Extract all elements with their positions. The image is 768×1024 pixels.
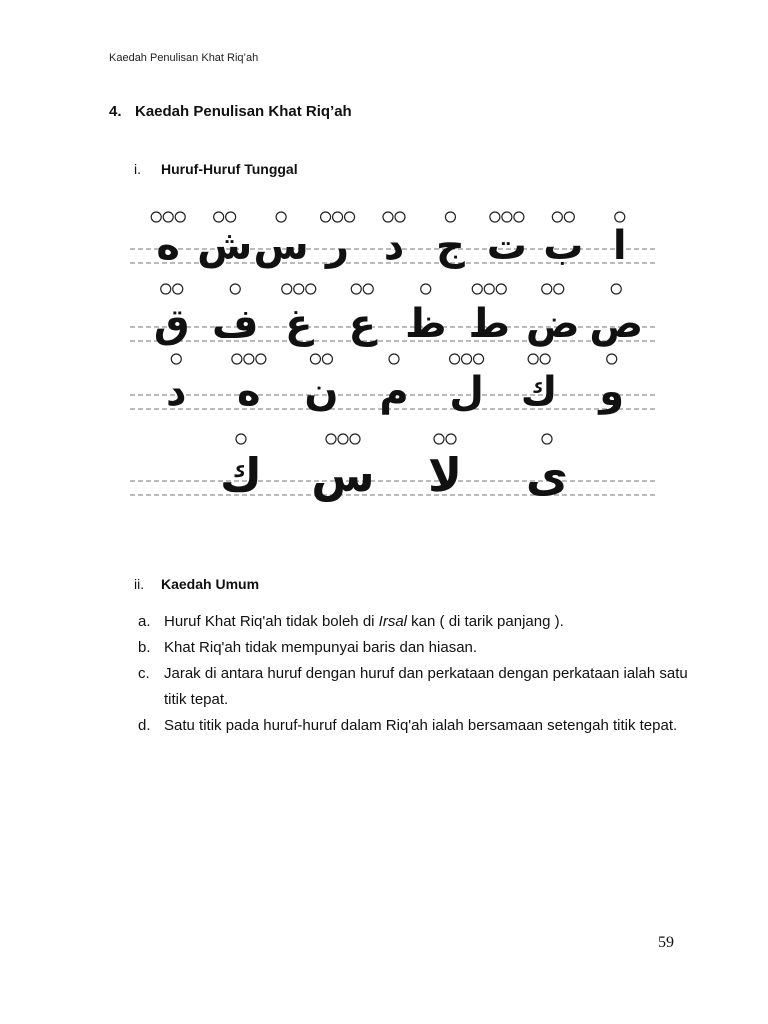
rule-text: Jarak di antara huruf dengan huruf dan perkataan dengan perkataan ialah satu titik tepat. (164, 665, 688, 708)
measure-dot (338, 434, 348, 444)
arabic-letter: ى (525, 448, 569, 502)
subsection-numeral: ii. (134, 576, 145, 592)
measure-dot (171, 354, 181, 364)
measure-dot (383, 212, 393, 222)
arabic-letter: ل (449, 369, 484, 415)
rule-item (138, 609, 698, 635)
arabic-letter: ت (486, 223, 527, 269)
arabic-letter: ض (525, 301, 580, 347)
arabic-letter: د (166, 369, 187, 415)
arabic-letter: م (379, 369, 409, 415)
measure-dot (389, 354, 399, 364)
measure-dot (310, 354, 320, 364)
arabic-letter: ص (589, 301, 644, 347)
arabic-letter: ع (348, 301, 376, 347)
measure-dot (490, 212, 500, 222)
measure-dot (322, 354, 332, 364)
rule-list (138, 609, 698, 739)
measure-dot (226, 212, 236, 222)
measure-dot (472, 284, 482, 294)
measure-dot (611, 284, 621, 294)
measure-dot (282, 284, 292, 294)
section-number: 4. (109, 103, 122, 120)
measure-dot (421, 284, 431, 294)
arabic-letter: ق (153, 301, 190, 347)
measure-dot (214, 212, 224, 222)
subsection-numeral: i. (134, 161, 141, 177)
measure-dot (607, 354, 617, 364)
rule-marker: c. (138, 665, 150, 682)
section-heading (109, 103, 352, 120)
measure-dot (244, 354, 254, 364)
subsection-heading-huruf-tunggal (134, 161, 298, 177)
arabic-letter: ه (237, 369, 261, 415)
measure-dot (434, 434, 444, 444)
measure-dot (306, 284, 316, 294)
arabic-letter: غ (285, 301, 313, 347)
rule-marker: d. (138, 717, 151, 734)
arabic-letter: د (383, 223, 405, 269)
riqah-letters-image (130, 203, 658, 513)
arabic-letter: ر (326, 223, 350, 269)
running-header: Kaedah Penulisan Khat Riq’ah (109, 52, 259, 64)
measure-dot (552, 212, 562, 222)
measure-dot (542, 434, 552, 444)
arabic-letter: ش (197, 223, 253, 269)
section-title: Kaedah Penulisan Khat Riq’ah (135, 103, 352, 120)
measure-dot (564, 212, 574, 222)
measure-dot (161, 284, 171, 294)
subsection-title: Kaedah Umum (161, 576, 260, 592)
rule-text: Huruf Khat Riq'ah tidak boleh di (164, 613, 379, 630)
measure-dot (484, 284, 494, 294)
measure-dot (462, 354, 472, 364)
measure-dot (350, 434, 360, 444)
measure-dot (345, 212, 355, 222)
measure-dot (540, 354, 550, 364)
measure-dot (276, 212, 286, 222)
arabic-letter: ا (612, 223, 627, 269)
arabic-letter: ف (212, 301, 259, 347)
arabic-letter: ب (543, 223, 584, 269)
measure-dot (173, 284, 183, 294)
measure-dot (542, 284, 552, 294)
measure-dot (294, 284, 304, 294)
measure-dot (615, 212, 625, 222)
measure-dot (502, 212, 512, 222)
riqah-letters-figure (130, 203, 658, 513)
arabic-letter: ه (156, 223, 181, 269)
arabic-letter: ط (468, 301, 511, 347)
measure-dot (163, 212, 173, 222)
rule-item (138, 713, 698, 739)
arabic-letter: ك (520, 369, 558, 415)
rule-text: Khat Riq'ah tidak mempunyai baris dan hiasan. (164, 639, 478, 656)
rule-item (138, 661, 698, 713)
subsection-title: Huruf-Huruf Tunggal (161, 161, 298, 177)
arabic-letter: ظ (404, 301, 447, 347)
measure-dot (151, 212, 161, 222)
measure-dot (395, 212, 405, 222)
measure-dot (230, 284, 240, 294)
measure-dot (554, 284, 564, 294)
subsection-heading-kaedah-umum (134, 576, 259, 592)
arabic-letter: و (599, 369, 625, 415)
measure-dot (474, 354, 484, 364)
arabic-letter: ك (219, 448, 263, 502)
rule-text: kan ( di tarik panjang ). (407, 613, 564, 630)
measure-dot (514, 212, 524, 222)
arabic-letter: ن (304, 369, 339, 415)
arabic-letter: ج (436, 223, 465, 269)
arabic-letter: س (253, 223, 309, 269)
measure-dot (450, 354, 460, 364)
rule-item (138, 635, 698, 661)
measure-dot (445, 212, 455, 222)
arabic-letter: س (311, 448, 375, 502)
measure-dot (326, 434, 336, 444)
rule-text: Satu titik pada huruf-huruf dalam Riq'ah ialah bersamaan setengah titik tepat. (164, 717, 678, 734)
measure-dot (496, 284, 506, 294)
measure-dot (446, 434, 456, 444)
measure-dot (256, 354, 266, 364)
measure-dot (351, 284, 361, 294)
measure-dot (232, 354, 242, 364)
arabic-letter: لا (427, 448, 463, 502)
measure-dot (363, 284, 373, 294)
rule-marker: b. (138, 639, 151, 656)
rule-emphasis: Irsal (378, 613, 408, 630)
measure-dot (333, 212, 343, 222)
measure-dot (236, 434, 246, 444)
measure-dot (175, 212, 185, 222)
measure-dot (321, 212, 331, 222)
measure-dot (528, 354, 538, 364)
rule-marker: a. (138, 613, 151, 630)
page-number: 59 (658, 934, 674, 951)
